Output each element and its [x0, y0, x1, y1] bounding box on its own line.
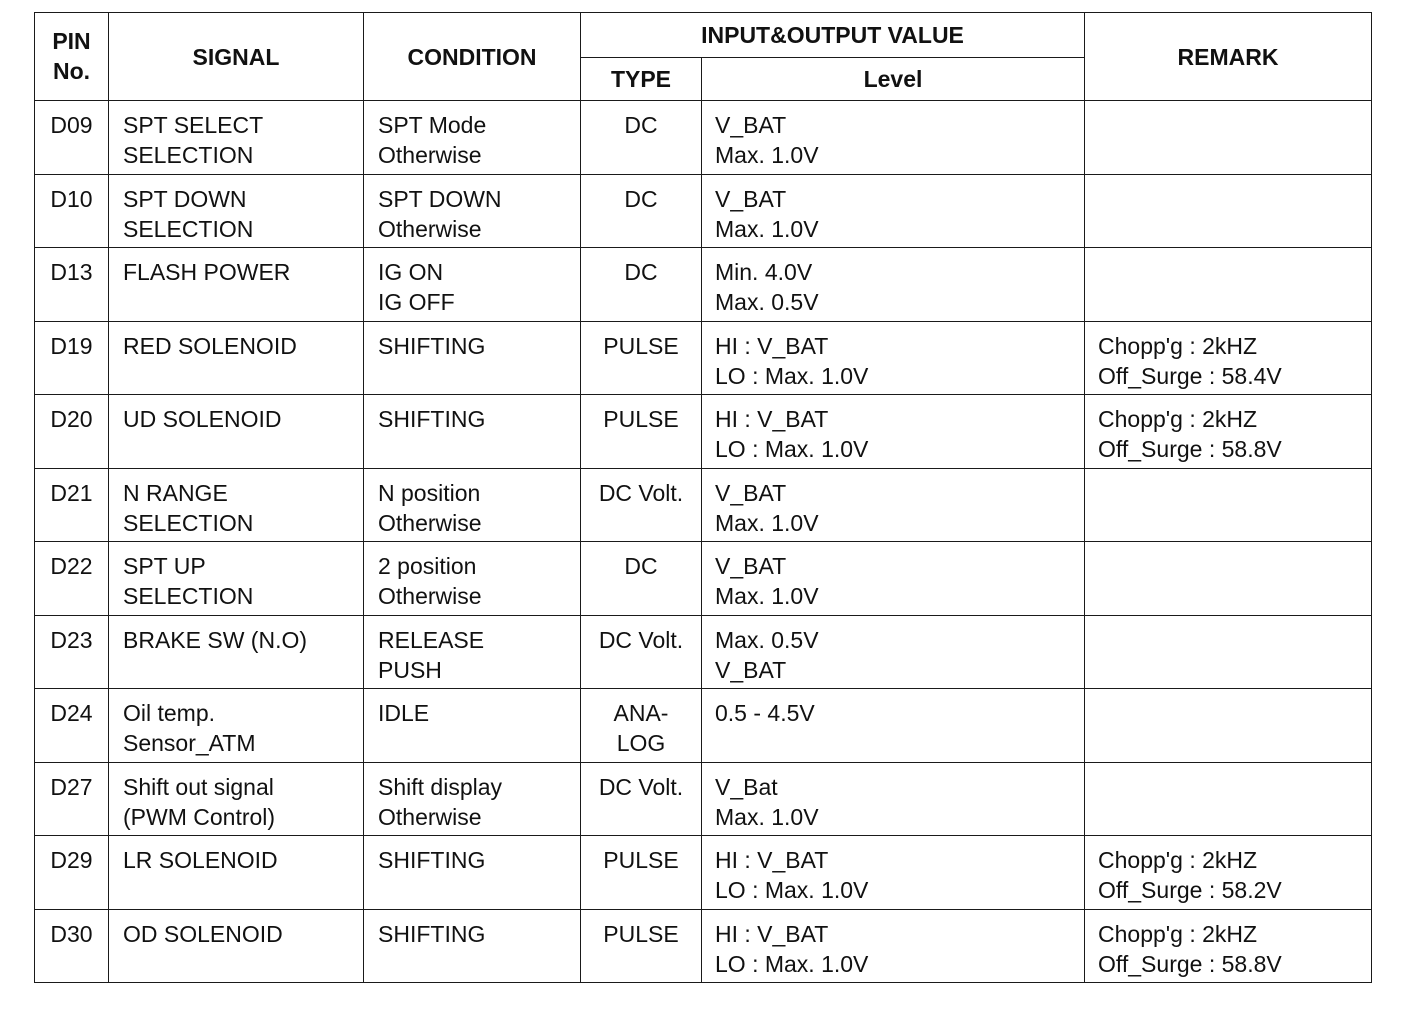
- level-line: Max. 0.5V: [715, 626, 819, 653]
- type-line: DC: [624, 259, 658, 285]
- condition-line: SHIFTING: [378, 332, 486, 359]
- signal-line: RED SOLENOID: [123, 332, 297, 359]
- remark-line: Chopp'g : 2kHZ: [1098, 847, 1258, 873]
- level-line: V_Bat: [715, 773, 778, 800]
- table-row: [35, 689, 1372, 763]
- signal-line: FLASH POWER: [123, 259, 291, 285]
- signal-cell: [109, 468, 364, 542]
- header-level: Level: [702, 58, 1085, 101]
- signal-cell: [109, 615, 364, 689]
- type-cell: [581, 542, 702, 616]
- signal-cell: [109, 174, 364, 248]
- signal-line: OD SOLENOID: [123, 920, 283, 947]
- type-line: PULSE: [603, 920, 679, 947]
- signal-cell: [109, 689, 364, 763]
- signal-line: Sensor_ATM: [123, 730, 256, 756]
- pin-cell: D09: [35, 101, 109, 175]
- type-cell: [581, 689, 702, 763]
- condition-line: SHIFTING: [378, 920, 486, 947]
- signal-cell: [109, 909, 364, 983]
- condition-cell: [364, 836, 581, 910]
- pin-cell: D27: [35, 762, 109, 836]
- pin-cell: D22: [35, 542, 109, 616]
- level-line: HI : V_BAT: [715, 920, 829, 947]
- remark-line: Off_Surge : 58.8V: [1098, 436, 1282, 462]
- level-line: V_BAT: [715, 185, 787, 212]
- level-line: V_BAT: [715, 553, 787, 579]
- signal-line: (PWM Control): [123, 803, 276, 830]
- pin-cell: D20: [35, 395, 109, 469]
- signal-line: LR SOLENOID: [123, 847, 278, 873]
- header-pin-line: PIN: [52, 27, 91, 54]
- condition-line: Otherwise: [378, 509, 482, 536]
- condition-line: SPT DOWN: [378, 185, 502, 212]
- remark-cell: [1085, 542, 1372, 616]
- header-type: TYPE: [581, 58, 702, 101]
- signal-line: UD SOLENOID: [123, 406, 282, 432]
- type-line: PULSE: [603, 847, 679, 873]
- remark-cell: [1085, 468, 1372, 542]
- condition-cell: [364, 101, 581, 175]
- remark-line: Off_Surge : 58.8V: [1098, 950, 1282, 977]
- header-signal: SIGNAL: [109, 13, 364, 101]
- level-cell: [702, 762, 1085, 836]
- remark-cell: [1085, 615, 1372, 689]
- level-line: LO : Max. 1.0V: [715, 362, 869, 389]
- signal-cell: [109, 248, 364, 322]
- remark-line: Chopp'g : 2kHZ: [1098, 920, 1258, 947]
- condition-line: IG OFF: [378, 289, 455, 315]
- level-line: LO : Max. 1.0V: [715, 950, 869, 977]
- signal-cell: [109, 542, 364, 616]
- signal-cell: [109, 321, 364, 395]
- type-line: DC Volt.: [598, 773, 684, 800]
- type-line: PULSE: [603, 406, 679, 432]
- signal-line: SELECTION: [123, 583, 254, 609]
- condition-line: RELEASE: [378, 626, 485, 653]
- pin-cell: D30: [35, 909, 109, 983]
- type-cell: [581, 248, 702, 322]
- remark-line: Chopp'g : 2kHZ: [1098, 332, 1258, 359]
- header-pin-no: [35, 13, 109, 101]
- pin-cell: D10: [35, 174, 109, 248]
- condition-line: Otherwise: [378, 142, 482, 168]
- condition-cell: [364, 395, 581, 469]
- level-line: V_BAT: [715, 112, 787, 138]
- condition-line: Otherwise: [378, 803, 482, 830]
- level-line: LO : Max. 1.0V: [715, 436, 869, 462]
- signal-line: SELECTION: [123, 509, 254, 536]
- type-cell: [581, 762, 702, 836]
- type-line: LOG: [616, 730, 666, 756]
- signal-line: BRAKE SW (N.O): [123, 626, 308, 653]
- level-cell: [702, 248, 1085, 322]
- condition-cell: [364, 615, 581, 689]
- remark-line: Chopp'g : 2kHZ: [1098, 406, 1258, 432]
- header-condition: CONDITION: [364, 13, 581, 101]
- condition-line: Shift display: [378, 773, 503, 800]
- table-body: [35, 101, 1372, 983]
- type-cell: [581, 468, 702, 542]
- table-row: [35, 542, 1372, 616]
- type-line: DC Volt.: [598, 479, 684, 506]
- remark-cell: [1085, 101, 1372, 175]
- condition-cell: [364, 248, 581, 322]
- signal-cell: [109, 101, 364, 175]
- condition-line: IDLE: [378, 700, 430, 726]
- level-line: Max. 1.0V: [715, 215, 819, 242]
- condition-line: 2 position: [378, 553, 477, 579]
- pin-cell: D19: [35, 321, 109, 395]
- level-line: V_BAT: [715, 479, 787, 506]
- table-row: [35, 101, 1372, 175]
- level-line: LO : Max. 1.0V: [715, 877, 869, 903]
- signal-cell: [109, 836, 364, 910]
- table-row: [35, 468, 1372, 542]
- signal-line: SELECTION: [123, 215, 254, 242]
- signal-line: SELECTION: [123, 142, 254, 168]
- condition-line: SHIFTING: [378, 406, 486, 432]
- type-line: DC: [624, 553, 658, 579]
- table-row: [35, 909, 1372, 983]
- level-cell: [702, 395, 1085, 469]
- table-row: [35, 762, 1372, 836]
- condition-cell: [364, 321, 581, 395]
- table-row: [35, 174, 1372, 248]
- condition-line: Otherwise: [378, 215, 482, 242]
- type-line: PULSE: [603, 332, 679, 359]
- remark-cell: [1085, 248, 1372, 322]
- remark-cell: [1085, 909, 1372, 983]
- level-line: HI : V_BAT: [715, 847, 829, 873]
- remark-cell: [1085, 689, 1372, 763]
- signal-line: Oil temp.: [123, 700, 216, 726]
- header-no-line: No.: [52, 57, 91, 84]
- condition-cell: [364, 468, 581, 542]
- level-cell: [702, 542, 1085, 616]
- remark-cell: [1085, 395, 1372, 469]
- pin-cell: D29: [35, 836, 109, 910]
- condition-cell: [364, 174, 581, 248]
- level-line: 0.5 - 4.5V: [715, 700, 815, 726]
- table-row: [35, 248, 1372, 322]
- signal-line: SPT UP: [123, 553, 206, 579]
- condition-line: N position: [378, 479, 481, 506]
- remark-cell: [1085, 174, 1372, 248]
- table-row: [35, 321, 1372, 395]
- remark-cell: [1085, 762, 1372, 836]
- pin-cell: D24: [35, 689, 109, 763]
- signal-cell: [109, 395, 364, 469]
- condition-cell: [364, 689, 581, 763]
- signal-line: SPT DOWN: [123, 185, 247, 212]
- level-line: Max. 1.0V: [715, 583, 819, 609]
- type-line: DC: [624, 112, 658, 138]
- header-io-value: INPUT&OUTPUT VALUE: [581, 13, 1085, 58]
- level-cell: [702, 174, 1085, 248]
- level-cell: [702, 321, 1085, 395]
- condition-line: SHIFTING: [378, 847, 486, 873]
- type-cell: [581, 395, 702, 469]
- level-line: V_BAT: [715, 656, 787, 683]
- signal-cell: [109, 762, 364, 836]
- remark-cell: [1085, 321, 1372, 395]
- type-cell: [581, 615, 702, 689]
- level-line: Max. 1.0V: [715, 509, 819, 536]
- table-row: [35, 395, 1372, 469]
- signal-line: Shift out signal: [123, 773, 274, 800]
- type-line: DC: [624, 185, 658, 212]
- condition-line: Otherwise: [378, 583, 482, 609]
- table-row: [35, 836, 1372, 910]
- table-row: [35, 615, 1372, 689]
- condition-cell: [364, 909, 581, 983]
- pin-cell: D23: [35, 615, 109, 689]
- level-line: Max. 1.0V: [715, 803, 819, 830]
- type-line: ANA-: [613, 700, 669, 726]
- header-remark: REMARK: [1085, 13, 1372, 101]
- remark-line: Off_Surge : 58.4V: [1098, 362, 1282, 389]
- type-cell: [581, 101, 702, 175]
- pin-cell: D13: [35, 248, 109, 322]
- level-cell: [702, 468, 1085, 542]
- remark-cell: [1085, 836, 1372, 910]
- type-cell: [581, 174, 702, 248]
- signal-line: N RANGE: [123, 479, 228, 506]
- type-cell: [581, 836, 702, 910]
- level-line: Max. 1.0V: [715, 142, 819, 168]
- level-line: Min. 4.0V: [715, 259, 813, 285]
- type-cell: [581, 321, 702, 395]
- pin-cell: D21: [35, 468, 109, 542]
- condition-cell: [364, 762, 581, 836]
- level-cell: [702, 689, 1085, 763]
- remark-line: Off_Surge : 58.2V: [1098, 877, 1282, 903]
- level-cell: [702, 101, 1085, 175]
- signal-line: SPT SELECT: [123, 112, 264, 138]
- type-line: DC Volt.: [598, 626, 684, 653]
- type-cell: [581, 909, 702, 983]
- level-line: HI : V_BAT: [715, 332, 829, 359]
- level-cell: [702, 836, 1085, 910]
- level-line: HI : V_BAT: [715, 406, 829, 432]
- level-cell: [702, 909, 1085, 983]
- condition-line: SPT Mode: [378, 112, 487, 138]
- pin-signal-table: [34, 12, 1372, 983]
- level-line: Max. 0.5V: [715, 289, 819, 315]
- condition-line: IG ON: [378, 259, 444, 285]
- condition-cell: [364, 542, 581, 616]
- condition-line: PUSH: [378, 656, 442, 683]
- level-cell: [702, 615, 1085, 689]
